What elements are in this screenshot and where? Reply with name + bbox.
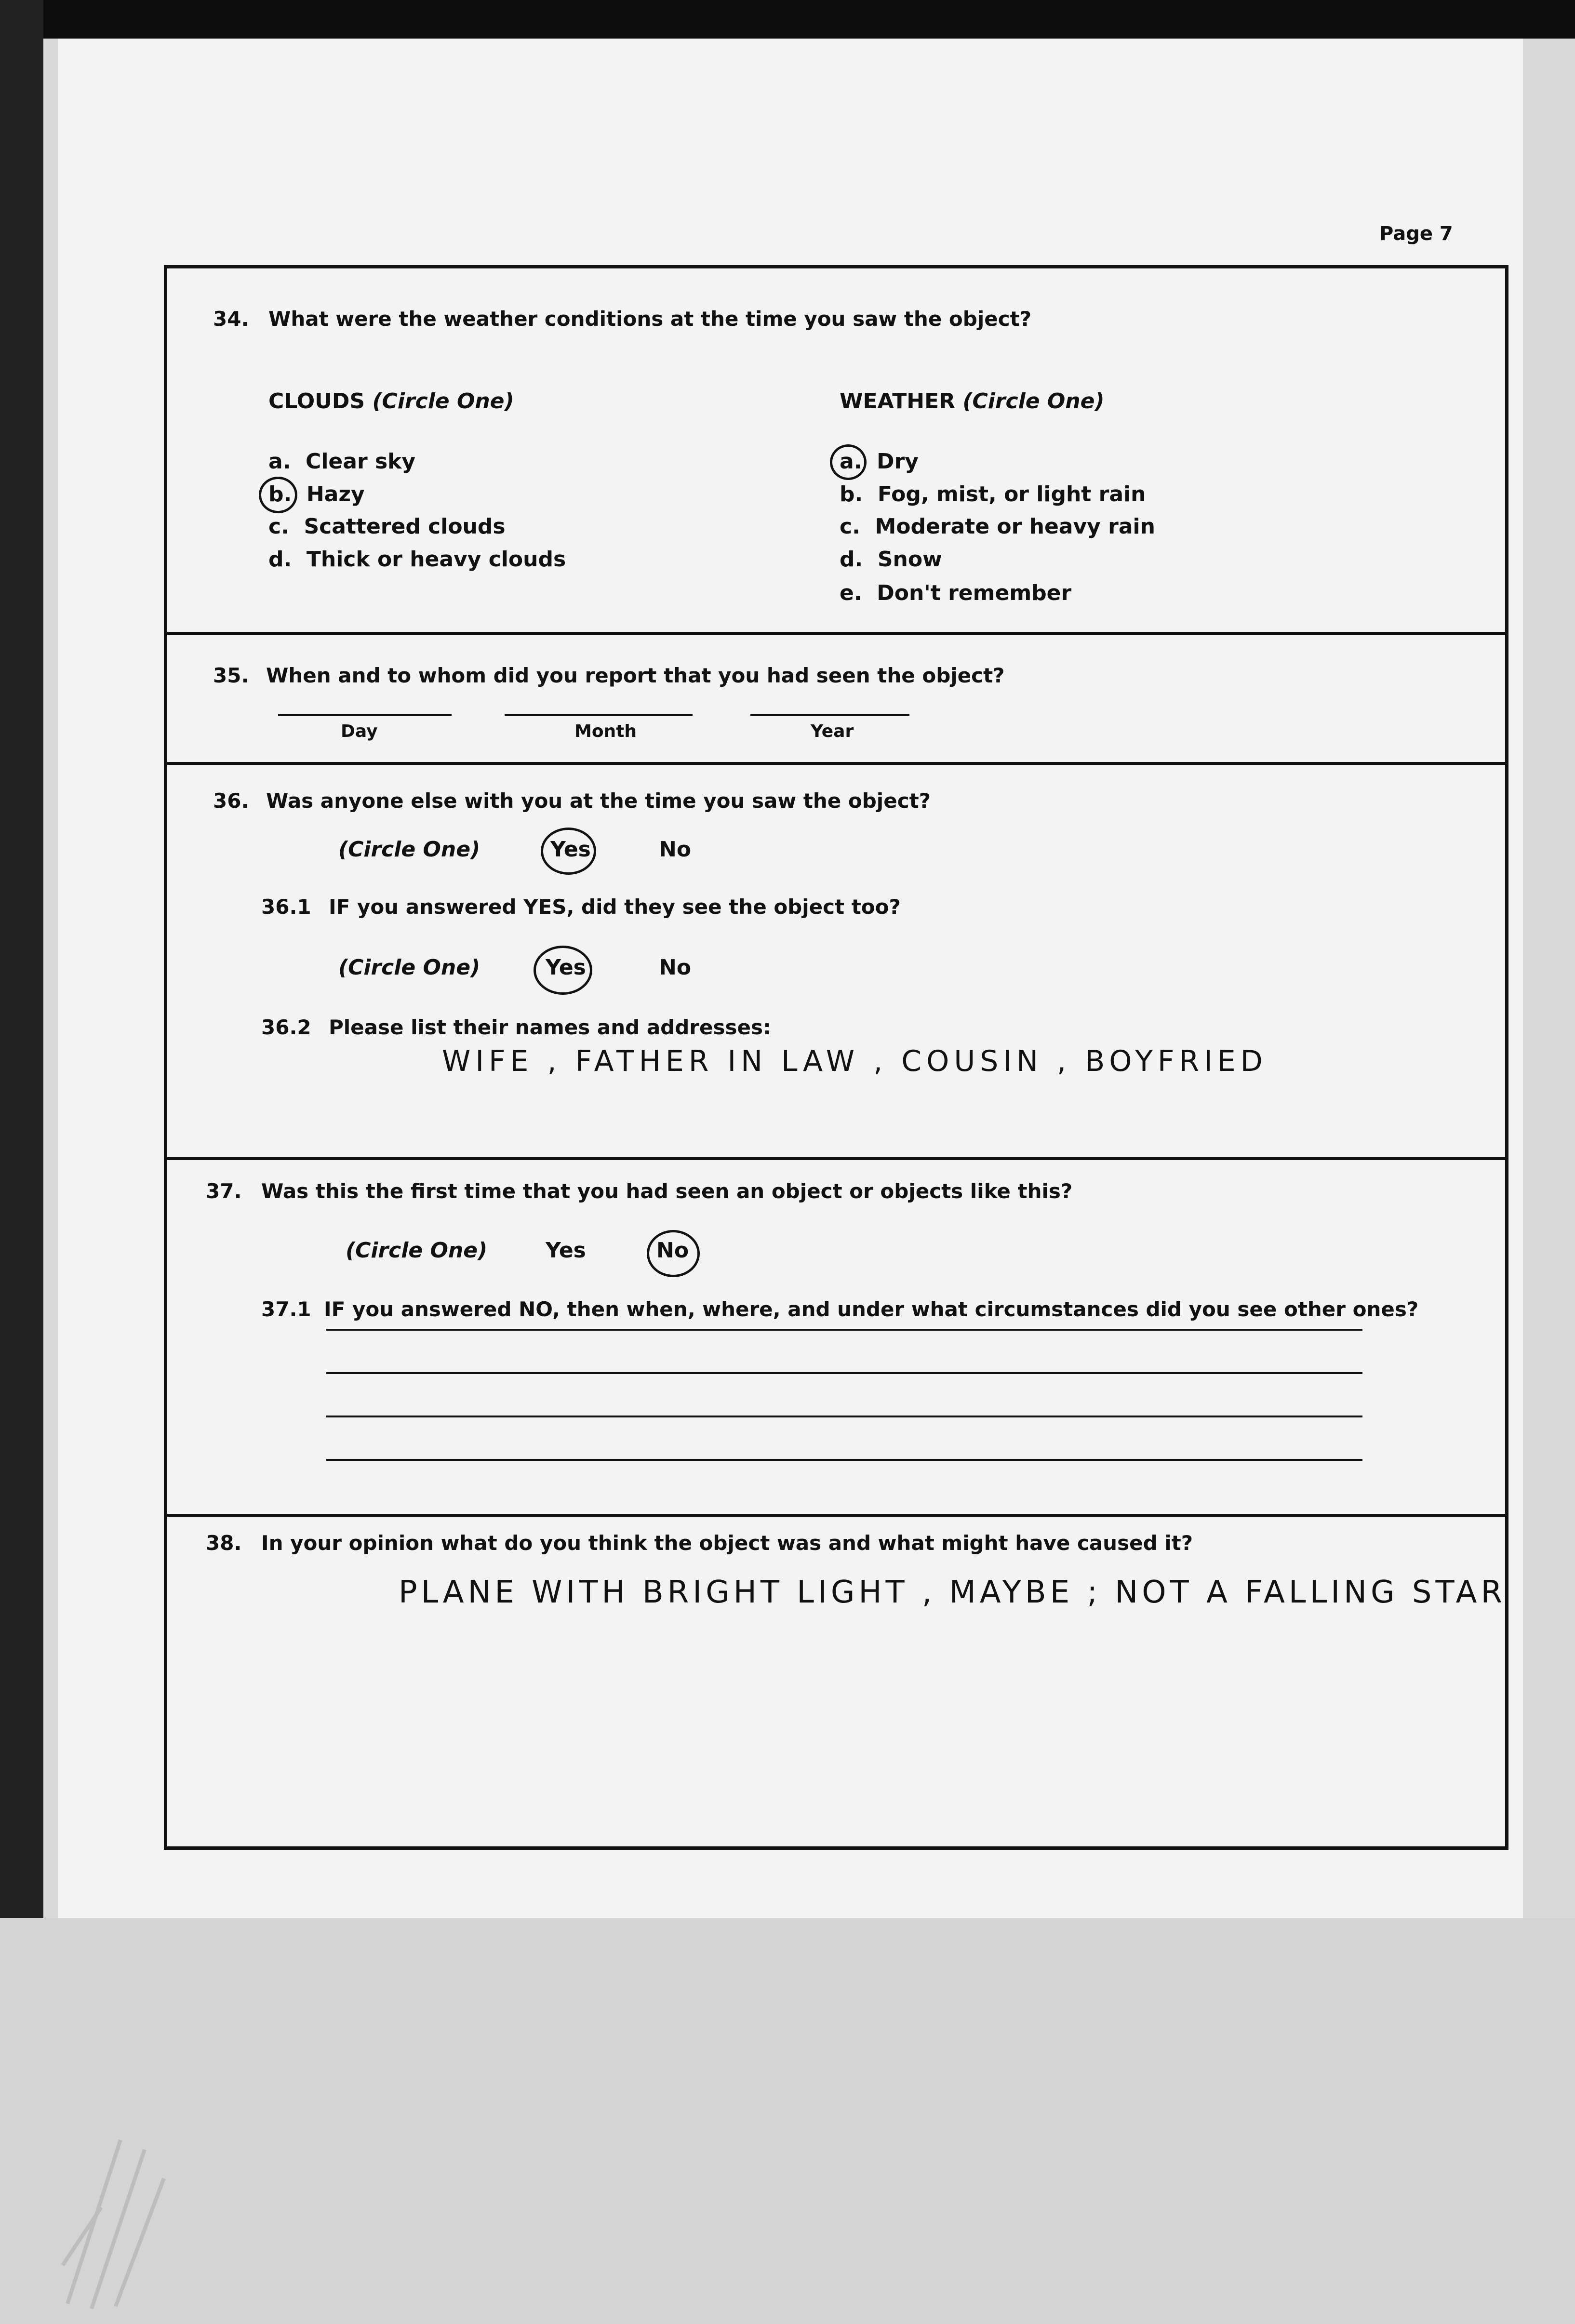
clouds-option-letter: b. <box>268 482 292 507</box>
section-q38 <box>167 1517 1505 1849</box>
weather-option-d[interactable] <box>840 547 942 572</box>
weather-option-label: Moderate or heavy rain <box>875 514 1155 539</box>
q37-1-question: IF you answered NO, then when, where, and under what circumstances did you see other ones? <box>324 1297 1419 1321</box>
q37-yes[interactable]: Yes <box>546 1238 586 1263</box>
section-q34 <box>167 268 1505 635</box>
weather-option-letter: a. <box>840 449 862 474</box>
form-page <box>58 39 1523 1918</box>
clouds-option-letter: c. <box>268 514 289 539</box>
q37-1-answer-line-2[interactable] <box>326 1372 1362 1374</box>
weather-option-c[interactable] <box>840 514 1155 539</box>
q36-1-selected-circle <box>534 946 592 995</box>
clouds-option-label: Scattered clouds <box>304 514 506 539</box>
clouds-option-label: Hazy <box>306 482 365 507</box>
scan-left-border <box>0 0 43 1928</box>
weather-instruction: (Circle One) <box>962 389 1105 414</box>
weather-selected-circle <box>830 444 867 480</box>
q36-1-yes[interactable]: Yes <box>546 955 586 980</box>
clouds-option-c[interactable] <box>268 514 506 539</box>
weather-heading <box>840 389 1105 414</box>
section-q36 <box>167 765 1505 1160</box>
weather-option-e[interactable] <box>840 581 1071 605</box>
q36-selected-circle <box>541 828 596 875</box>
q36-question: Was anyone else with you at the time you saw the object? <box>266 789 931 813</box>
section-q35 <box>167 635 1505 765</box>
q36-1-instruction: (Circle One) <box>338 955 481 980</box>
q37-1-answer-line-3[interactable] <box>326 1416 1362 1417</box>
q38-handwritten-answer: PLANE WITH BRIGHT LIGHT , MAYBE ; NOT A FALLING STAR <box>399 1575 1506 1610</box>
weather-heading-label: WEATHER <box>840 389 956 414</box>
q35-number: 35. <box>213 664 249 687</box>
clouds-selected-circle <box>259 477 297 513</box>
q36-2-number: 36.2 <box>261 1015 311 1039</box>
weather-option-b[interactable] <box>840 482 1146 507</box>
clouds-option-d[interactable] <box>268 547 566 572</box>
clouds-heading <box>268 389 514 414</box>
q38-number: 38. <box>206 1531 242 1555</box>
q37-no[interactable]: No <box>656 1238 689 1263</box>
q37-1-answer-line-1[interactable] <box>326 1329 1362 1331</box>
weather-option-label: Snow <box>877 547 942 572</box>
day-label: Day <box>341 721 378 741</box>
year-line[interactable] <box>750 714 909 716</box>
clouds-option-label: Clear sky <box>306 449 416 474</box>
q34-number: 34. <box>213 307 249 331</box>
q36-1-no[interactable]: No <box>659 955 692 980</box>
q36-2-question: Please list their names and addresses: <box>329 1015 771 1039</box>
clouds-option-letter: a. <box>268 449 291 474</box>
clouds-option-label: Thick or heavy clouds <box>306 547 566 572</box>
q37-selected-circle <box>647 1230 700 1277</box>
q37-1-number: 37.1 <box>261 1297 311 1321</box>
q36-instruction: (Circle One) <box>338 837 481 862</box>
q37-instruction: (Circle One) <box>346 1238 488 1263</box>
q36-2-handwritten-answer: WIFE , FATHER IN LAW , COUSIN , BOYFRIED <box>442 1044 1268 1078</box>
weather-option-letter: b. <box>840 482 863 507</box>
q36-number: 36. <box>213 789 249 813</box>
scan-top-border <box>0 0 1575 39</box>
weather-option-letter: e. <box>840 581 862 605</box>
q37-number: 37. <box>206 1179 242 1203</box>
weather-option-letter: d. <box>840 547 863 572</box>
q38-question: In your opinion what do you think the object was and what might have caused it? <box>261 1531 1193 1555</box>
month-label: Month <box>574 721 637 741</box>
q36-no[interactable]: No <box>659 837 692 862</box>
q37-question: Was this the first time that you had seen an object or objects like this? <box>261 1179 1073 1203</box>
section-q37 <box>167 1160 1505 1517</box>
day-line[interactable] <box>278 714 452 716</box>
q36-yes[interactable]: Yes <box>550 837 591 862</box>
clouds-heading-label: CLOUDS <box>268 389 365 414</box>
q35-question: When and to whom did you report that you had seen the object? <box>266 664 1005 687</box>
weather-option-label: Dry <box>877 449 919 474</box>
clouds-instruction: (Circle One) <box>372 389 514 414</box>
scan-bleed-marks <box>48 2121 241 2313</box>
q36-1-question: IF you answered YES, did they see the object too? <box>329 895 901 919</box>
q34-question: What were the weather conditions at the time you saw the object? <box>268 307 1032 331</box>
weather-option-letter: c. <box>840 514 860 539</box>
weather-option-label: Don't remember <box>877 581 1072 605</box>
year-label: Year <box>811 721 854 741</box>
q37-1-answer-line-4[interactable] <box>326 1459 1362 1461</box>
page-number: Page 7 <box>1379 223 1453 245</box>
weather-option-label: Fog, mist, or light rain <box>877 482 1146 507</box>
clouds-option-a[interactable] <box>268 449 415 474</box>
clouds-option-letter: d. <box>268 547 292 572</box>
questionnaire-form <box>164 265 1508 1850</box>
q36-1-number: 36.1 <box>261 895 311 919</box>
month-line[interactable] <box>505 714 693 716</box>
